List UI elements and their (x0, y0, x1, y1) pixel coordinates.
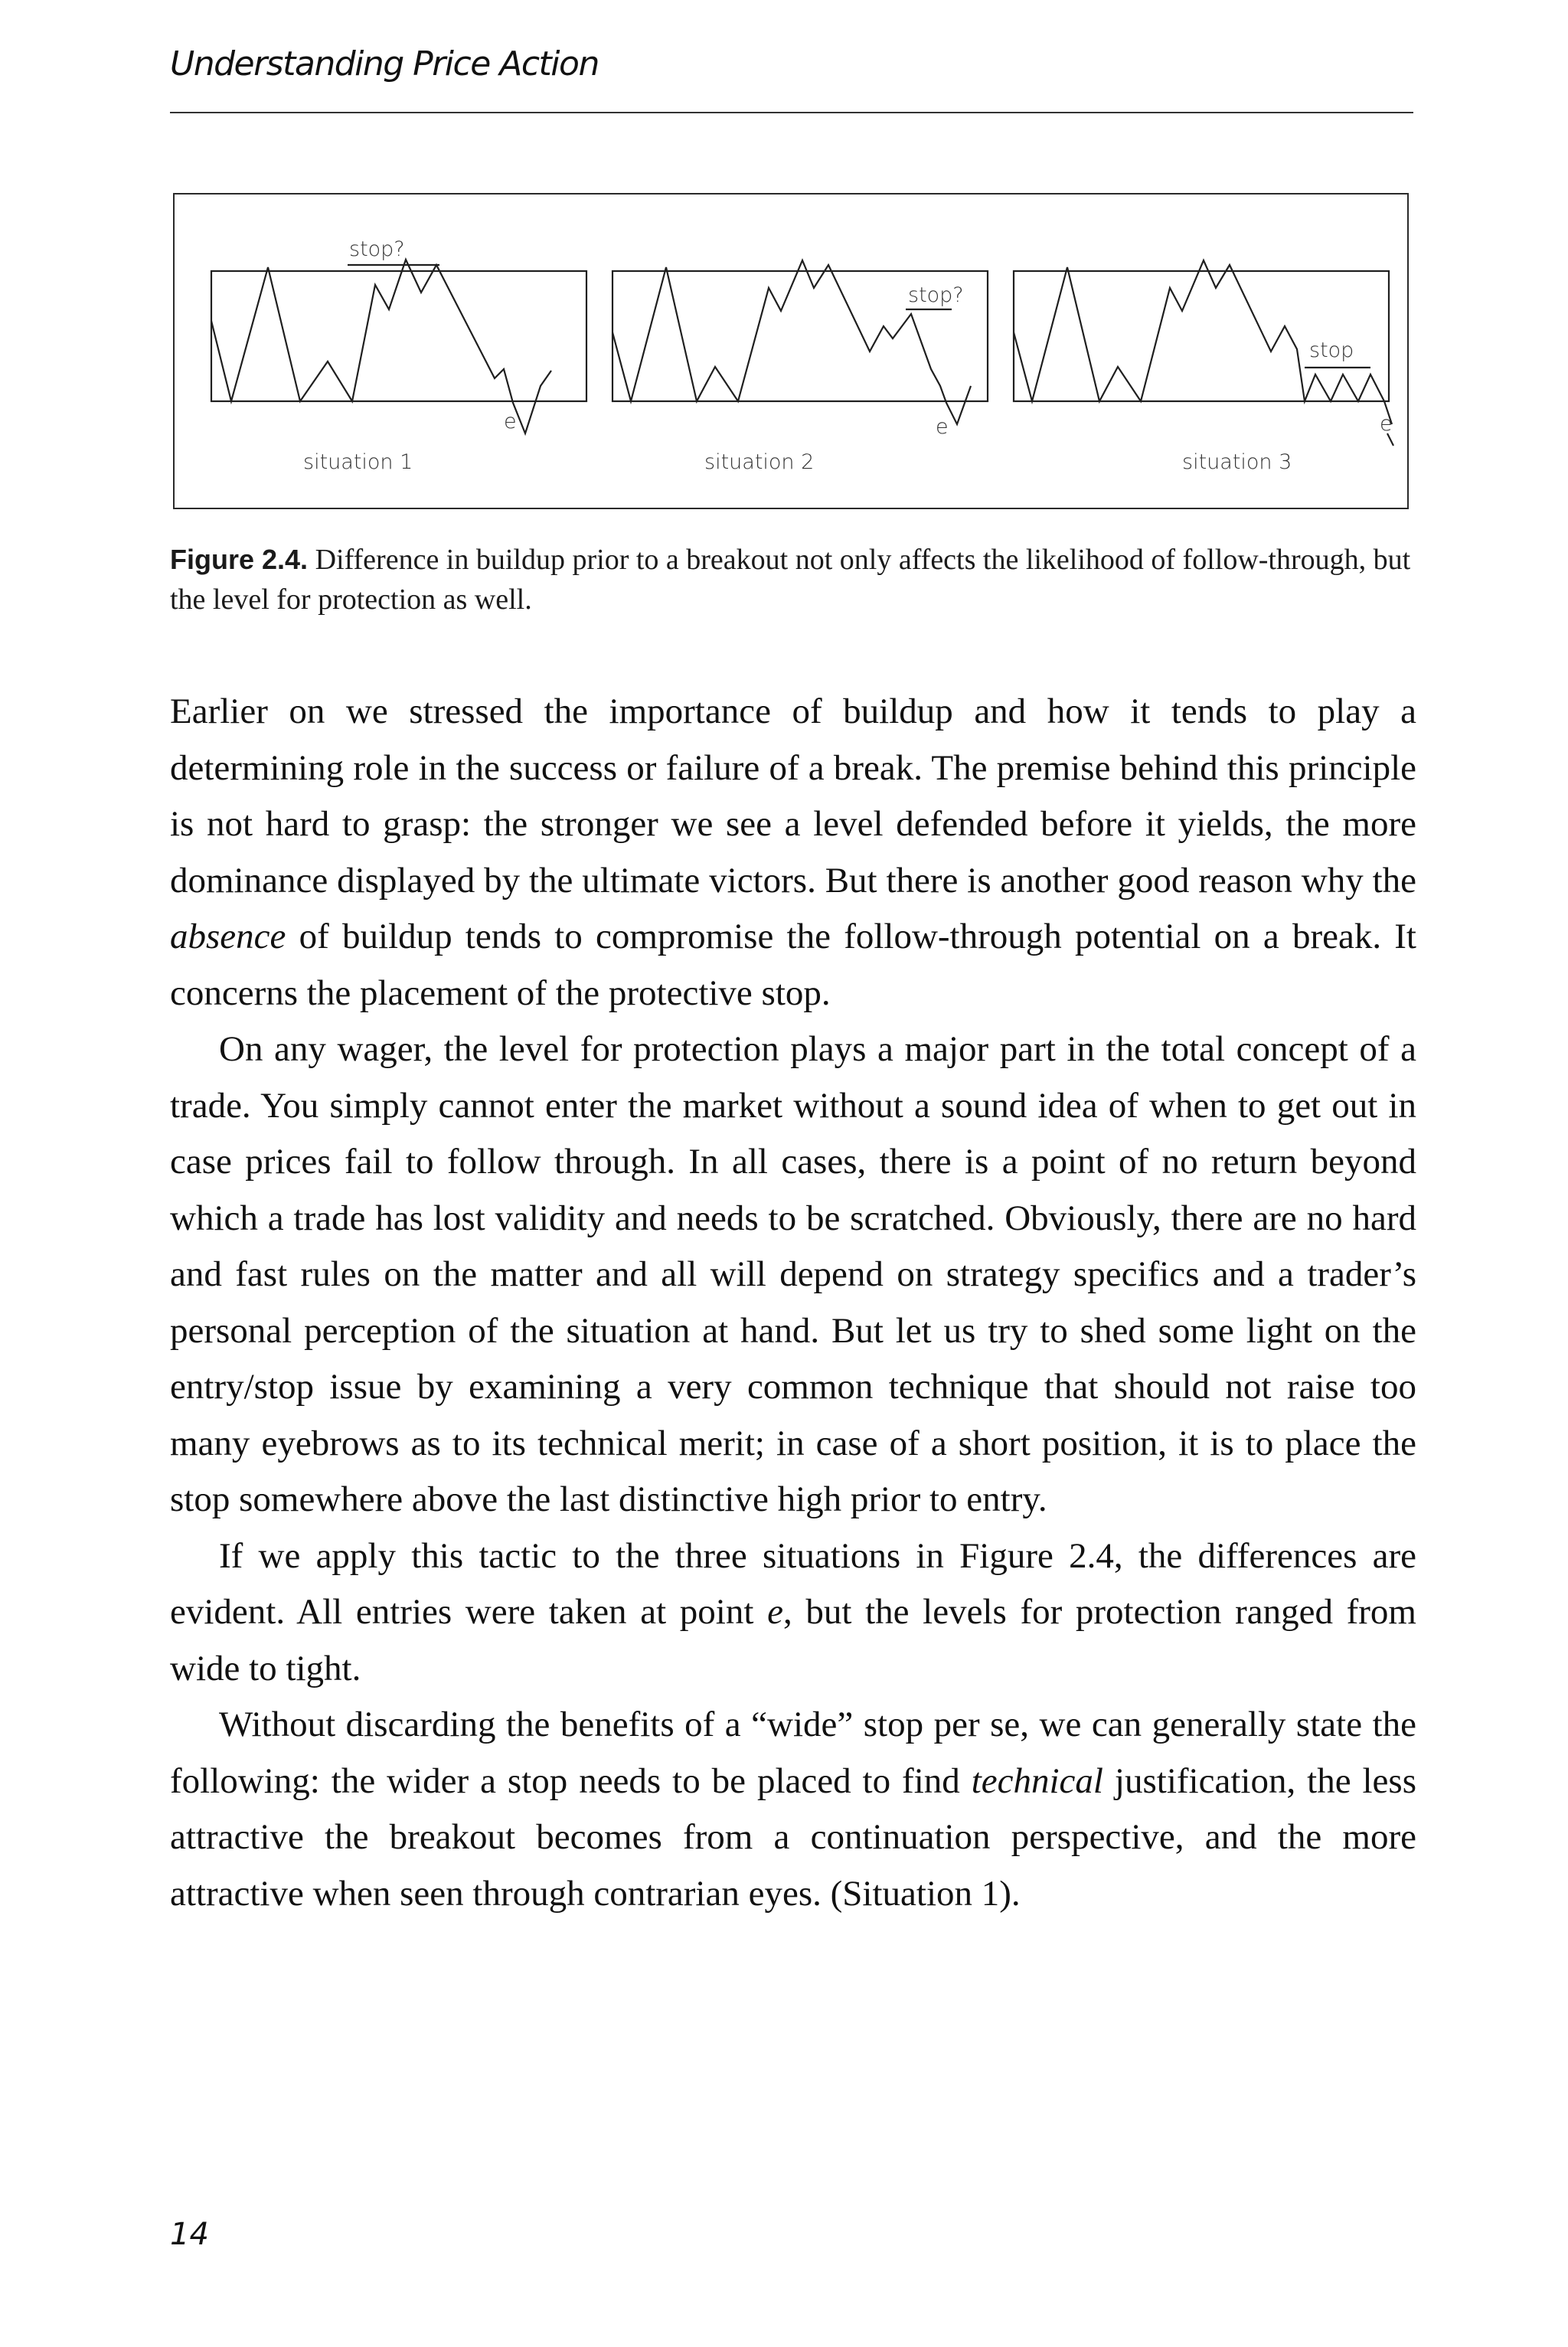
running-head: Understanding Price Action (170, 44, 599, 83)
figure-diagram (175, 194, 1407, 508)
s1-range-box (211, 271, 586, 401)
s1-stop-label: stop? (349, 237, 405, 261)
s1-entry-label: e (504, 410, 517, 433)
paragraph-1 (170, 684, 1416, 1022)
figure-2-4 (173, 193, 1409, 509)
paragraph-4-text-end: justification, the less attractive the breakout becomes from a continuation perspective, and the more attractive when seen through contrarian eyes. (Situation 1). (170, 1760, 1417, 1914)
paragraph-3-text-end: , but the levels for protection ranged from wide to tight. (170, 1592, 1416, 1688)
s3-situation-label: situation 3 (1182, 450, 1292, 474)
header-rule (170, 112, 1413, 113)
s3-entry-label: e (1380, 412, 1393, 436)
s2-stop-label: stop? (908, 283, 964, 307)
s2-situation-label: situation 2 (704, 450, 815, 474)
paragraph-2 (170, 1022, 1416, 1528)
figure-caption (170, 540, 1416, 619)
paragraph-4 (170, 1697, 1416, 1922)
s3-range-box (1014, 271, 1389, 401)
s2-entry-label: e (936, 415, 949, 439)
paragraph-2-text: On any wager, the level for protection plays a major part in the total concept of a trade. You simply cannot enter the market without a sound idea of when to get out in case prices fail to follow through. In all cases, there is a point of no return beyond which a trade has lost validity and needs to be scratched. Obviously, there are no hard and fast rules on the matter and all will depend on strategy specifics and a trader’s personal perception of the situation at hand. But let us try to shed some light on the entry/stop issue by examining a very common technique that should not raise too many eyebrows as to its technical merit; in case of a short position, it is to place the stop somewhere above the last distinctive high prior to entry. (170, 1029, 1416, 1519)
paragraph-4-text: Without discarding the benefits of a “wide” stop per se, we can generally state the following: the wider a stop needs to be placed to find (170, 1705, 1416, 1801)
paragraph-1-emphasis: absence (170, 917, 286, 956)
s3-stop-label: stop (1309, 338, 1354, 362)
caption-label: Figure 2.4. (170, 544, 309, 575)
s1-situation-label: situation 1 (303, 450, 413, 474)
s1-price-path (211, 260, 551, 433)
paragraph-3 (170, 1528, 1416, 1698)
body-text (170, 684, 1416, 1922)
paragraph-3-text: If we apply this tactic to the three situations in Figure 2.4, the differences are evident. All entries were taken at point (170, 1535, 1416, 1632)
paragraph-3-emphasis: e (767, 1592, 783, 1632)
page-number: 14 (170, 2217, 209, 2252)
paragraph-1-text-end: of buildup tends to compromise the follow-through potential on a break. It concerns the placement of the protective stop. (170, 917, 1416, 1013)
paragraph-4-emphasis: technical (971, 1760, 1103, 1801)
paragraph-1-text: Earlier on we stressed the importance of buildup and how it tends to play a determining role in the success or failure of a break. The premise behind this principle is not hard to grasp: the stronger we see a level defended before it yields, the more dominance displayed by the ultimate victors. But there is another good reason why the (170, 691, 1416, 901)
caption-text: Difference in buildup prior to a breakout not only affects the likelihood of follow-through, but the level for protection as well. (170, 544, 1411, 616)
